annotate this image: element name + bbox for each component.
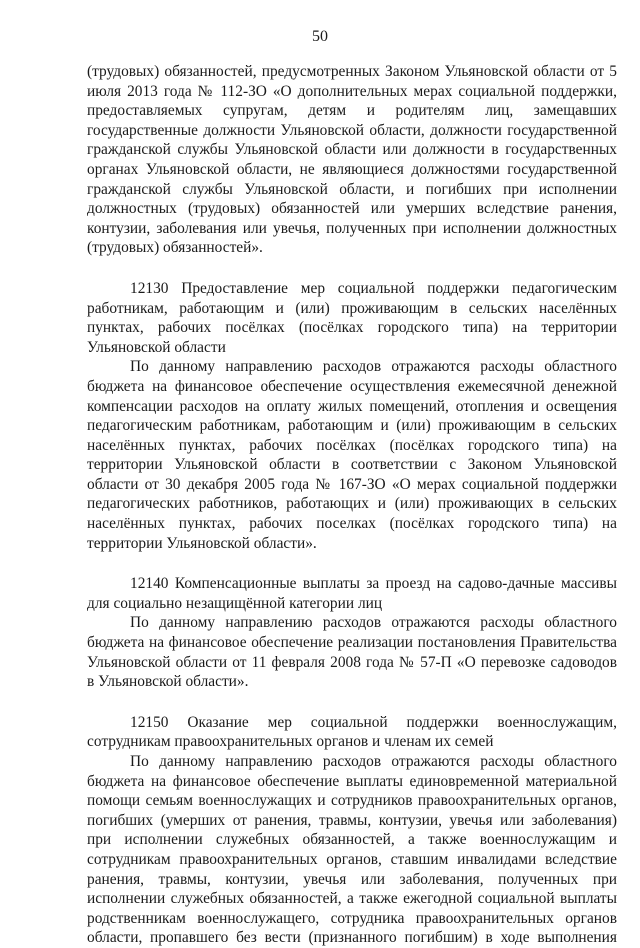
text-line: сотрудникам правоохранительных органов и членам их семей — [87, 733, 494, 751]
text-line: 12140 Компенсационные выплаты за проезд на садово-дачные массивы — [130, 575, 617, 593]
text-line: бюджета на финансовое обеспечение осуществления ежемесячной денежной — [87, 377, 617, 395]
text-line: пунктах, рабочих посёлках (посёлках городского типа) на территории — [87, 319, 617, 337]
text-line: гражданской службы Ульяновской области, и погибших при исполнении — [87, 180, 617, 198]
paragraph — [87, 62, 617, 258]
text-line: 12150 Оказание мер социальной поддержки военнослужащим, — [130, 713, 617, 731]
text-line: По данному направлению расходов отражаются расходы областного — [130, 614, 617, 632]
text-line: территории Ульяновской области». — [87, 534, 317, 552]
text-line: июля 2013 года № 112-ЗО «О дополнительных мерах социальной поддержки, — [87, 82, 617, 100]
text-line: педагогическим работникам, работающим и (или) проживающим в сельских — [87, 417, 617, 435]
text-line: должностных (трудовых) обязанностей или умерших вследствие ранения, — [87, 200, 617, 218]
text-line: государственные должности Ульяновской области, должности государственной — [87, 121, 617, 139]
text-line: (трудовых) обязанностей, предусмотренных Законом Ульяновской области от 5 — [87, 63, 617, 80]
text-line: территории Ульяновской области в соответствии с Законом Ульяновской — [87, 456, 617, 474]
text-line: сотрудникам правоохранительных органов, ставшим инвалидами вследствие — [87, 850, 617, 868]
text-line: По данному направлению расходов отражаются расходы областного — [130, 358, 617, 376]
text-line: Ульяновской области — [87, 338, 226, 356]
text-line: По данному направлению расходов отражаются расходы областного — [130, 753, 617, 770]
text-line: ранения, травмы, контузии, увечья или заболевания, полученных при — [87, 870, 617, 888]
text-line: населённых пунктах, рабочих поселках (посёлках городского типа) на — [87, 515, 617, 533]
page-number: 50 — [312, 28, 328, 45]
text-line: родственникам военнослужащего, сотрудника правоохранительных органов — [87, 909, 617, 927]
text-line: населённых пунктах, рабочих посёлках (посёлках городского типа) на — [87, 436, 617, 454]
text-line: предоставляемых супругам, детям и родителям лиц, замещавших — [87, 102, 617, 120]
text-line: контузии, заболевания или увечья, полученных при исполнении должностных — [87, 219, 617, 237]
text-line: 12130 Предоставление мер социальной поддержки педагогическим — [130, 279, 617, 297]
text-line: при исполнении служебных обязанностей, а также военнослужащим и — [87, 831, 617, 849]
text-line: педагогических работников, работающих и (или) проживающих в сельских — [87, 495, 617, 513]
paragraph-gap — [87, 692, 617, 713]
text-line: помощи семьям военнослужащих и сотрудников правоохранительных органов, — [87, 792, 617, 810]
text-line: погибших (умерших от ранения, травмы, контузии, увечья или заболевания) — [87, 811, 617, 829]
text-line: бюджета на финансовое обеспечение выплаты единовременной материальной — [87, 772, 617, 790]
paragraph — [87, 279, 617, 553]
text-line: в Ульяновской области». — [87, 673, 249, 691]
text-line: компенсации расходов на оплату жилых помещений, отопления и освещения — [87, 397, 617, 415]
paragraph — [87, 713, 617, 948]
text-line: области от 30 декабря 2005 года № 167-ЗО «О мерах социальной поддержки — [87, 475, 617, 493]
paragraph-gap — [87, 553, 617, 574]
text-line: Ульяновской области от 11 февраля 2008 года № 57-П «О перевозке садоводов — [87, 653, 617, 671]
text-line: работникам, работающим и (или) проживающим в сельских населённых — [87, 299, 617, 317]
text-line: (трудовых) обязанностей». — [87, 239, 263, 257]
text-line: бюджета на финансовое обеспечение реализации постановления Правительства — [87, 634, 617, 652]
paragraph-gap — [87, 258, 617, 279]
text-line: для социально незащищённой категории лиц — [87, 594, 383, 612]
text-line: органах Ульяновской области, не являющиеся должностями государственной — [87, 160, 617, 178]
text-line: гражданской службы Ульяновской области или должности в государственных — [87, 141, 617, 159]
text-line: исполнении служебных обязанностей, а также ежегодной социальной выплаты — [87, 890, 617, 908]
text-line: области, пропавшего без вести (признанного погибшим) в ходе выполнения — [87, 929, 617, 947]
document-body — [87, 62, 617, 948]
paragraph — [87, 574, 617, 692]
